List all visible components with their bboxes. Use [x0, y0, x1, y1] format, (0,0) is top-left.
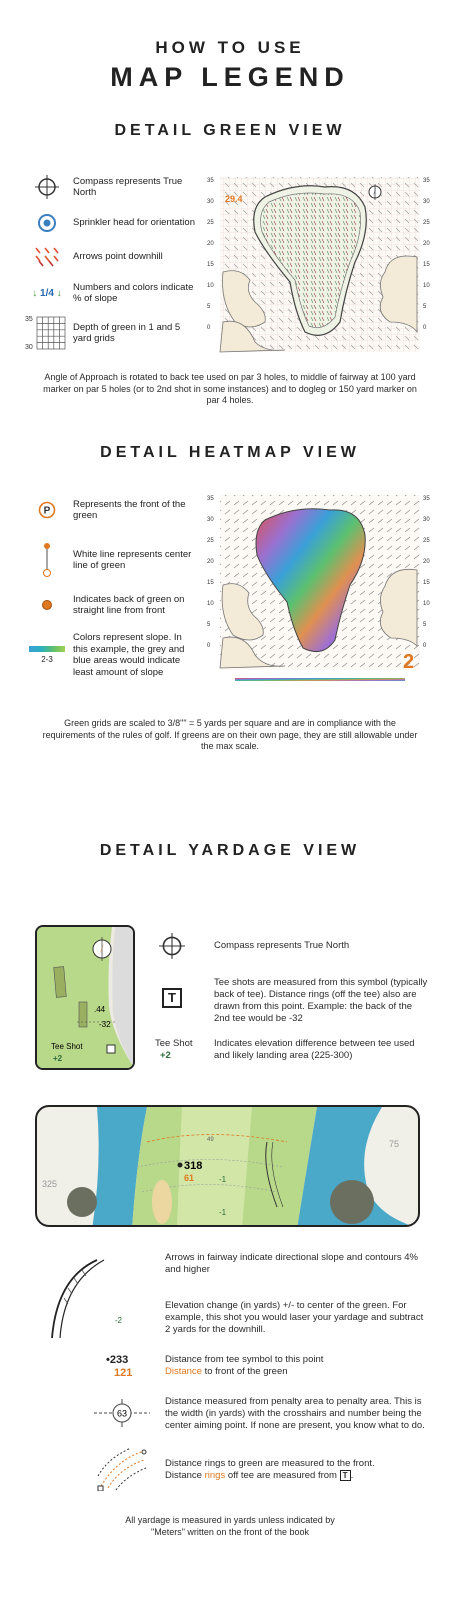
- y-tick: 35: [423, 496, 430, 502]
- y-tick: 35: [207, 178, 214, 184]
- y-tick: 10: [423, 601, 430, 607]
- tee-shot-label: Tee Shot: [51, 1042, 83, 1051]
- hole-number: 2: [403, 651, 415, 673]
- green-view-note: Angle of Approach is rotated to back tee used on par 3 holes, to middle of fairway at 100 yard marker on par 5 holes (or to 2nd shot in some instances) and to dogleg or 150 yard marker on par 4 holes.: [43, 372, 417, 405]
- grid-icon: [25, 313, 69, 353]
- tee-label: -32: [99, 1020, 111, 1029]
- legend-center-line: [25, 542, 195, 578]
- green-view-title: DETAIL GREEN VIEW: [114, 122, 346, 139]
- heatmap-view-note: Green grids are scaled to 3/8"" = 5 yards per square and are in compliance with the requirements of the rules of golf. If greens are on their own page, they are still allowable under the max scale.: [42, 718, 418, 751]
- y-tick: 0: [423, 643, 427, 649]
- y-tick: 15: [423, 580, 430, 586]
- distance-rings-icon: [96, 1446, 151, 1491]
- y-tick: 35: [207, 496, 214, 502]
- fairway-label: -1: [219, 1208, 227, 1217]
- legend-color-scale: [25, 632, 195, 678]
- tee-symbol-icon: T: [162, 988, 182, 1008]
- fairway-map: [35, 1105, 420, 1227]
- yardage-legend-text: Compass represents True North: [214, 940, 350, 951]
- svg-text:P: P: [43, 505, 51, 517]
- compass-icon: [25, 172, 69, 202]
- yardage-legend-text: Tee shots are measured from this symbol (typically back of tee). Distance rings (off the tee) also are drawn from this point. Example: the back of the 2nd tee would be -32: [214, 977, 428, 1024]
- slope-sample: 1/4: [40, 287, 54, 299]
- legend-compass: [25, 172, 195, 202]
- rings-tee-text: Distance: [165, 1470, 205, 1481]
- distance-from-tee: 233: [109, 1354, 129, 1366]
- color-scale-icon: [25, 640, 69, 670]
- penalty-width: 63: [116, 1408, 128, 1419]
- fairway-label: 61: [184, 1173, 195, 1183]
- y-tick: 10: [423, 283, 430, 289]
- legend-text: Colors represent slope. In this example, the grey and blue areas would indicate least amount of slope: [73, 632, 185, 678]
- elevation-value: -2: [114, 1316, 122, 1325]
- slope-numbers-icon: ↓ 1/4 ↓: [32, 287, 62, 299]
- fairway-label: 318: [184, 1160, 203, 1172]
- arrows-downhill-icon: [25, 242, 69, 272]
- legend-back: [25, 590, 195, 620]
- compass-icon: [158, 932, 186, 960]
- legend-grid: [25, 313, 195, 353]
- fairway-arrows-icon: [42, 1258, 132, 1343]
- yardage-legend-text: Distance rings to green are measured to the front. Distance rings off tee are measured from T .: [165, 1458, 375, 1481]
- rings-tee-text: off tee are measured from: [225, 1470, 340, 1481]
- y-tick: 0: [207, 643, 211, 649]
- header-line2: MAP LEGEND: [110, 62, 350, 92]
- distance-text: from tee symbol to this point: [201, 1354, 324, 1365]
- center-line-icon: [25, 542, 69, 578]
- y-tick: 20: [207, 559, 214, 565]
- scale-label: 2-3: [41, 655, 53, 664]
- legend-sprinkler: [25, 208, 195, 238]
- legend-text: Sprinkler head for orientation: [73, 217, 195, 229]
- y-tick: 15: [423, 262, 430, 268]
- yardage-view-title: DETAIL YARDAGE VIEW: [99, 842, 361, 859]
- y-tick: 0: [423, 325, 427, 331]
- y-tick: 10: [207, 283, 214, 289]
- distance-text: to front of the green: [201, 1366, 288, 1377]
- rings-green-text: Distance rings to green are measured to the front.: [165, 1458, 375, 1469]
- yardage-footer: All yardage is measured in yards unless indicated by "Meters" written on the front of the book: [125, 1515, 335, 1537]
- y-tick: 25: [207, 538, 214, 544]
- front-marker-icon: [25, 495, 69, 525]
- yardage-legend-text: Indicates elevation difference between tee used and likely landing area (225-300): [214, 1038, 415, 1061]
- legend-text: Depth of green in 1 and 5 yard grids: [73, 321, 181, 344]
- tee-label: .44: [94, 1005, 106, 1014]
- heatmap-detail-map: [205, 490, 435, 695]
- y-tick: 20: [423, 559, 430, 565]
- legend-text: Numbers and colors indicate % of slope: [73, 281, 194, 304]
- grid-bottom-label: 30: [25, 344, 33, 351]
- crosshair-icon: [92, 1398, 152, 1428]
- tee-shot-value: +2: [160, 1050, 171, 1061]
- rings-word: rings: [204, 1470, 226, 1481]
- legend-text: White line represents center line of green: [73, 548, 192, 571]
- y-tick: 5: [207, 622, 211, 628]
- legend-slope-numbers: [25, 278, 195, 308]
- y-tick: 30: [207, 517, 214, 523]
- y-tick: 25: [207, 220, 214, 226]
- tee-symbol-icon: T: [340, 1470, 351, 1481]
- sprinkler-icon: [25, 208, 69, 238]
- tee-shot-value: +2: [53, 1054, 63, 1063]
- y-tick: 35: [423, 178, 430, 184]
- y-tick: 20: [207, 241, 214, 247]
- header-line1: HOW TO USE: [155, 38, 305, 57]
- slope-label: 29.4: [225, 194, 243, 204]
- legend-front: [25, 495, 195, 525]
- tee-shot-label: Tee Shot: [155, 1038, 193, 1049]
- legend-text: Represents the front of the green: [73, 498, 186, 521]
- legend-text: Arrows point downhill: [73, 251, 163, 263]
- tee-map: [35, 925, 135, 1070]
- y-tick: 15: [207, 580, 214, 586]
- y-tick: 30: [423, 199, 430, 205]
- yardage-legend-text: Arrows in fairway indicate directional slope and contours 4% and higher: [165, 1252, 418, 1275]
- y-tick: 5: [423, 304, 427, 310]
- y-tick: 25: [423, 220, 430, 226]
- legend-text: Compass represents True North: [73, 175, 183, 198]
- legend-arrows: [25, 242, 195, 272]
- distance-word: Distance: [165, 1354, 202, 1365]
- y-tick: 20: [423, 241, 430, 247]
- green-detail-map: [205, 172, 435, 357]
- back-marker-icon: [25, 590, 69, 620]
- legend-text: Indicates back of green on straight line from front: [73, 593, 185, 616]
- distance-to-front: 121: [114, 1367, 133, 1379]
- y-tick: 30: [423, 517, 430, 523]
- y-tick: 5: [207, 304, 211, 310]
- fairway-label: 75: [389, 1139, 400, 1149]
- y-tick: 15: [207, 262, 214, 268]
- yardage-legend-text: [165, 1354, 430, 1378]
- y-tick: 10: [207, 601, 214, 607]
- y-tick: 30: [207, 199, 214, 205]
- yardage-legend-text: Elevation change (in yards) +/- to center of the green. For example, this shot you would laser your yardage and subtract 2 yards for the downhill.: [165, 1300, 424, 1335]
- grid-top-label: 35: [25, 316, 33, 323]
- distance-number: •233: [106, 1354, 129, 1366]
- fairway-label: 49: [207, 1137, 214, 1143]
- y-tick: 0: [207, 325, 211, 331]
- distance-word: Distance: [165, 1366, 202, 1377]
- yardage-legend-text: Distance measured from penalty area to penalty area. This is the width (in yards) with the crosshairs and number being the center aiming point. If none are present, you know what to do.: [165, 1396, 425, 1431]
- y-tick: 5: [423, 622, 427, 628]
- fairway-label: -1: [219, 1175, 227, 1184]
- heatmap-view-title: DETAIL HEATMAP VIEW: [100, 444, 360, 461]
- fairway-label: 325: [42, 1179, 58, 1189]
- heat-scale-bar: [235, 678, 405, 681]
- y-tick: 25: [423, 538, 430, 544]
